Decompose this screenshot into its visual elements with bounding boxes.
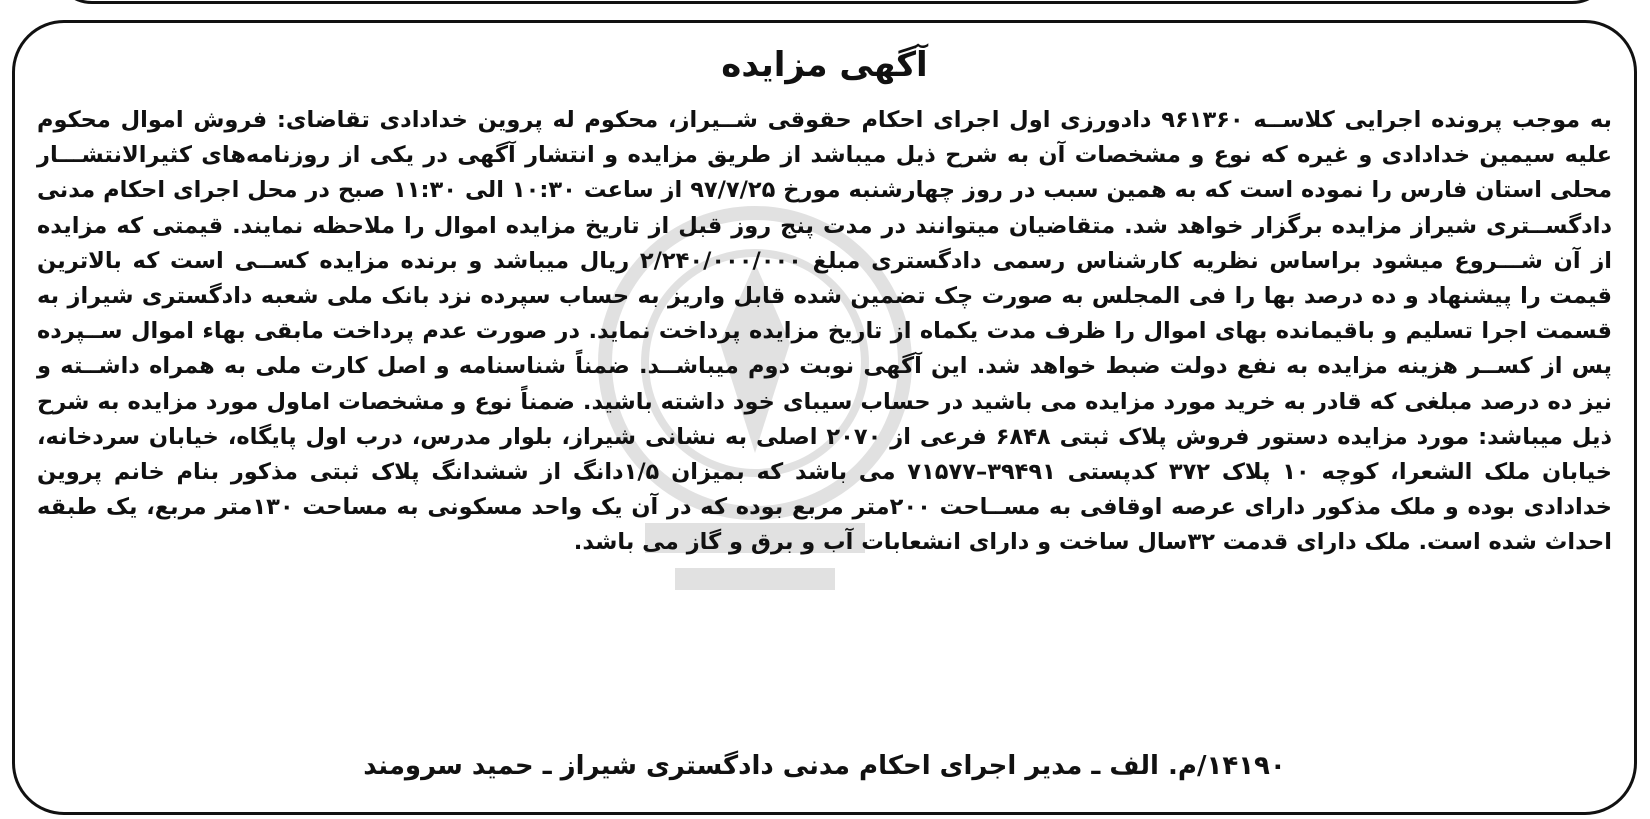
auction-notice-frame <box>12 20 1637 815</box>
notice-title: آگهی مزایده <box>721 45 928 85</box>
top-border-strip <box>52 0 1612 4</box>
notice-body-text: به موجب پرونده اجرایی کلاســه ۹۶۱۳۶۰ دادورزی اول اجرای احکام حقوقی شــیراز، محکوم له پروین خدادادی تقاضای: فروش اموال محکوم علیه سیمین خدادادی و غیره که نوع و مشخصات آن به شرح ذیل میباشد از طریق مزایده و انتشار آگهی در یکی از روزنامه‌های کثیرالانتشـــار محلی استان فارس را نموده است که به همین سبب در روز چهارشنبه مورخ ۹۷/۷/۲۵ از ساعت ۱۰:۳۰ الی ۱۱:۳۰ صبح در محل اجرای احکام مدنی دادگســتری شیراز مزایده برگزار خواهد شد. متقاضیان میتوانند در مدت پنج روز قبل از تاریخ مزایده اموال را ملاحظه نمایند. قیمتی که مزایده از آن شـــروع میشود براساس نظریه کارشناس رسمی دادگستری مبلغ ۲/۲۴۰/۰۰۰/۰۰۰ ریال میباشد و برنده مزایده کســی است که بالاترین قیمت را پیشنهاد و ده درصد بها را فی المجلس به صورت چک تضمین شده قابل واریز به حساب سپرده نزد بانک ملی شعبه دادگستری شیراز به قسمت اجرا تسلیم و باقیمانده بهای اموال را ظرف مدت یکماه از تاریخ مزایده پرداخت نماید. در صورت عدم پرداخت مابقی بهاء اموال ســپرده پس از کســر هزینه مزایده به نفع دولت ضبط خواهد شد. این آگهی نوبت دوم میباشــد. ضمناً شناسنامه و اصل کارت ملی به همراه داشــته و نیز ده درصد مبلغی که قادر به خرید مورد مزایده می باشید در حساب سیبای خود داشته باشید. ضمناً نوع و مشخصات اماول مورد مزایده به شرح ذیل میباشد: مورد مزایده دستور فروش پلاک ثبتی ۶۸۴۸ فرعی از ۲۰۷۰ اصلی به نشانی شیراز، بلوار مدرس، درب اول پایگاه، خیابان سردخانه، خیابان ملک الشعرا، کوچه ۱۰ پلاک ۳۷۲ کدپستی ۳۹۴۹۱–۷۱۵۷۷ می باشد که بمیزان ۱/۵دانگ از ششدانگ پلاک ثبتی مذکور بنام خانم پروین خدادادی بوده و ملک مذکور دارای عرصه اوقافی به مســاحت ۲۰۰متر مربع بوده که در آن یک واحد مسکونی به مساحت ۱۳۰متر مربع، یک طبقه احداث شده است. ملک دارای قدمت ۳۲سال ساخت و دارای انشعابات آب و برق و گاز می باشد. <box>37 107 1613 556</box>
notice-signature: ۱۴۱۹۰/م. الف ـ مدیر اجرای احکام مدنی دادگستری شیراز ـ حمید سرومند <box>363 751 1286 781</box>
